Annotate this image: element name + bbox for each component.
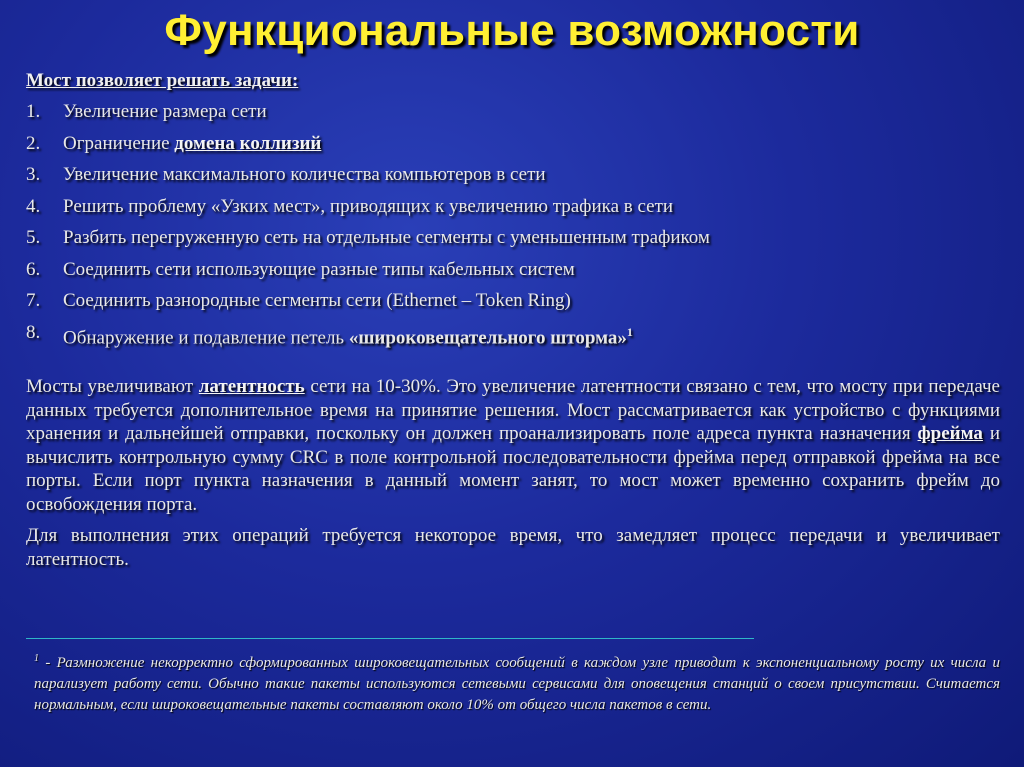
tasks-list	[26, 96, 1000, 353]
task-item	[26, 222, 1000, 254]
footnote-ref: 1	[626, 324, 633, 339]
task-text-prefix: Обнаружение и подавление петель	[63, 326, 349, 348]
collision-domain-link[interactable]: домена коллизий	[174, 132, 322, 154]
task-number: 4.	[26, 195, 41, 217]
task-text: Увеличение размера сети	[63, 101, 267, 122]
frame-link[interactable]: фрейма	[917, 423, 983, 445]
task-number: 1.	[26, 101, 41, 122]
task-text	[63, 317, 633, 354]
slide-title: Функциональные возможности	[164, 6, 860, 55]
task-number: 2.	[26, 132, 41, 154]
task-number: 3.	[26, 164, 41, 185]
broadcast-storm-term: «широковещательного шторма»	[348, 326, 627, 348]
task-number: 8.	[26, 321, 41, 343]
task-item	[26, 159, 1000, 191]
task-number: 5.	[26, 227, 41, 248]
task-item	[26, 254, 1000, 286]
paragraph-text: Мосты увеличивают	[26, 376, 199, 398]
task-item	[26, 128, 1000, 160]
task-text	[63, 128, 321, 160]
paragraph-text: и вычислить контрольную сумму CRC в поле контрольной последовательности фрейма перед отправкой фрейма на все порты. Если порт пункта назначения в данный момент занят, то мост может временно сохранить фрейм до освобождения порта.	[26, 423, 1001, 515]
task-number: 6.	[26, 258, 41, 280]
task-text: Соединить разнородные сегменты сети (Ethernet – Token Ring)	[63, 290, 571, 311]
task-text: Разбить перегруженную сеть на отдельные сегменты с уменьшенным трафиком	[63, 227, 710, 248]
task-text: Соединить сети использующие разные типы кабельных систем	[63, 258, 575, 280]
latency-paragraph	[26, 375, 1000, 516]
footnote	[34, 648, 1000, 716]
footnote-divider	[26, 638, 754, 639]
paragraph-text: сети на 10-30%. Это увеличение латентности связано с тем, что мосту при передаче данных требуется дополнительное время на принятие решения. Мост рассматривается как устройство с функциями хранения и дальнейшей отправки, поскольку он должен проанализировать поле адреса пункта назначения	[26, 376, 1000, 445]
tasks-heading: Мост позволяет решать задачи:	[26, 70, 299, 91]
slide-content	[26, 70, 1000, 571]
footnote-marker: 1	[34, 653, 39, 664]
task-text: Увеличение максимального количества компьютеров в сети	[63, 164, 546, 185]
latency-link[interactable]: латентность	[198, 376, 305, 398]
footnote-text: - Размножение некорректно сформированных широковещательных сообщений в каждом узле приводит к экспоненциальному росту их числа и парализует работу сети. Обычно такие пакеты используются сетевыми сервисами для оповещения станций о своем присутствии. Считается нормальным, если широковещательные пакеты составляют около 10% от общего числа пакетов в сети.	[34, 655, 1000, 713]
task-item	[26, 96, 1000, 128]
task-text-prefix: Ограничение	[63, 132, 175, 154]
task-item	[26, 317, 1000, 354]
task-text: Решить проблему «Узких мест», приводящих к увеличению трафика в сети	[63, 195, 674, 217]
task-item	[26, 285, 1000, 317]
task-item	[26, 191, 1000, 223]
task-number: 7.	[26, 290, 41, 311]
operations-paragraph: Для выполнения этих операций требуется некоторое время, что замедляет процесс передачи и увеличивает латентность.	[26, 525, 1000, 570]
